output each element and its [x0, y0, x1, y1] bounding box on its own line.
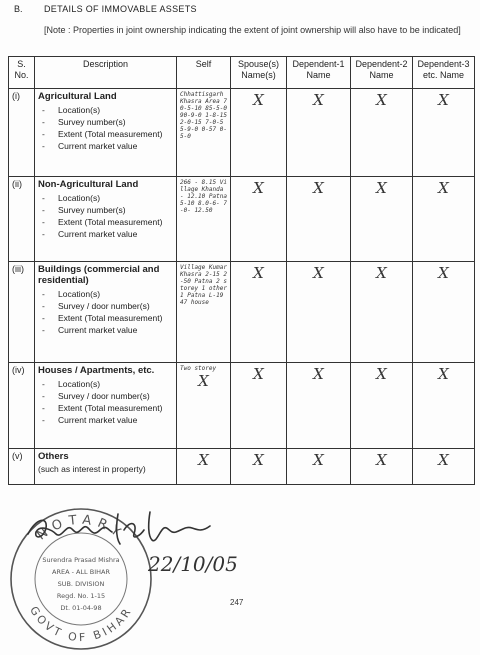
cross-mark: X: [253, 264, 264, 282]
cross-mark: X: [198, 372, 209, 390]
dep2-cell: [351, 449, 413, 485]
page-number: 247: [230, 598, 244, 607]
cross-mark: X: [313, 179, 324, 197]
self-cell: [177, 449, 231, 485]
stamp-line: AREA - ALL BIHAR: [52, 568, 110, 576]
immovable-assets-table: [8, 56, 475, 485]
list-item: - Survey / door number(s): [42, 301, 150, 311]
cross-mark: X: [253, 451, 264, 469]
stamp-line: Regd. No. 1-15: [56, 592, 106, 600]
dep1-cell: [287, 177, 351, 262]
list-item: - Extent (Total measurement): [42, 217, 163, 227]
cross-mark: X: [376, 365, 387, 383]
cross-mark: X: [438, 365, 449, 383]
row-sno: (v): [9, 449, 35, 485]
list-item: - Extent (Total measurement): [42, 129, 163, 139]
list-item: - Survey number(s): [42, 205, 126, 215]
row-sno: (i): [9, 89, 35, 177]
dep3-cell: [413, 262, 475, 363]
handwritten-entry: Village Kumar Khasra 2-15 2-50 Patna 2 storey 1 other 1 Patna L-19 47 house: [180, 264, 231, 306]
handwritten-signature: [22, 500, 232, 560]
row-description: [35, 89, 177, 177]
row-category: Non-Agricultural Land: [38, 179, 139, 190]
spouse-cell: [231, 262, 287, 363]
header-row: [9, 57, 475, 89]
cross-mark: X: [313, 91, 324, 109]
stamp-line: Dt. 01-04-98: [60, 604, 102, 612]
list-item: - Location(s): [42, 289, 101, 299]
row-description: [35, 262, 177, 363]
dep3-cell: [413, 449, 475, 485]
dep3-cell: [413, 363, 475, 449]
stamp-line: Surendra Prasad Mishra: [42, 556, 120, 564]
list-item: - Current market value: [42, 325, 138, 335]
dep2-cell: [351, 89, 413, 177]
section-letter: B.: [14, 4, 23, 14]
list-item: - Survey / door number(s): [42, 391, 150, 401]
cross-mark: X: [198, 451, 209, 469]
row-category: Agricultural Land: [38, 91, 117, 102]
cross-mark: X: [376, 179, 387, 197]
row-category: Houses / Apartments, etc.: [38, 365, 155, 376]
col-header-dependent-3: Dependent-3 etc. Name: [413, 57, 475, 89]
col-header-spouse: Spouse(s) Name(s): [231, 57, 287, 89]
row-sno: (iv): [9, 363, 35, 449]
dep1-cell: [287, 262, 351, 363]
handwritten-entry: Chhattisgarh Khasra Area 70-5-10 85-5-0 90-9-0 1-8-15 2-0-15 7-0-5 5-9-0 0-57 0-5-0: [180, 91, 231, 140]
cross-mark: X: [253, 179, 264, 197]
cross-mark: X: [438, 179, 449, 197]
list-item: - Location(s): [42, 379, 101, 389]
dep3-cell: [413, 89, 475, 177]
handwritten-entry: 266 - 8.15 Village Khanda - 12.10 Patna 5-10 8.0-6- 7-0- 12.50: [180, 179, 231, 214]
stamp-bottom-text: GOVT OF BIHAR: [27, 604, 135, 645]
row-sno: (iii): [9, 262, 35, 363]
signature-date: 22/10/05: [148, 552, 238, 576]
row-category-note: (such as interest in property): [38, 464, 146, 474]
list-item: - Survey number(s): [42, 117, 126, 127]
stamp-top-text: NOTARY: [34, 512, 128, 544]
cross-mark: X: [313, 451, 324, 469]
col-header-description: Description: [35, 57, 177, 89]
col-header-self: Self: [177, 57, 231, 89]
row-sno: (ii): [9, 177, 35, 262]
cross-mark: X: [253, 91, 264, 109]
cross-mark: X: [438, 91, 449, 109]
list-item: - Extent (Total measurement): [42, 313, 163, 323]
dep3-cell: [413, 177, 475, 262]
dep1-cell: [287, 449, 351, 485]
spouse-cell: [231, 449, 287, 485]
row-category: Others: [38, 451, 69, 462]
dep2-cell: [351, 177, 413, 262]
dep2-cell: [351, 262, 413, 363]
spouse-cell: [231, 363, 287, 449]
list-item: - Current market value: [42, 229, 138, 239]
cross-mark: X: [253, 365, 264, 383]
self-cell: [177, 363, 231, 449]
section-note: [Note : Properties in joint ownership indicating the extent of joint ownership will also have to be indicated]: [44, 25, 461, 35]
self-cell: [177, 177, 231, 262]
list-item: - Current market value: [42, 141, 138, 151]
table-row: [9, 262, 475, 363]
spouse-cell: [231, 177, 287, 262]
table-row: [9, 449, 475, 485]
list-item: - Extent (Total measurement): [42, 403, 163, 413]
row-category: Buildings (commercial and residential): [38, 264, 160, 286]
list-item: - Current market value: [42, 415, 138, 425]
table-row: [9, 363, 475, 449]
col-header-sno: S. No.: [9, 57, 35, 89]
col-header-dependent-1: Dependent-1 Name: [287, 57, 351, 89]
cross-mark: X: [313, 264, 324, 282]
row-description: [35, 363, 177, 449]
dep1-cell: [287, 89, 351, 177]
cross-mark: X: [313, 365, 324, 383]
self-cell: [177, 262, 231, 363]
list-item: - Location(s): [42, 193, 101, 203]
self-cell: [177, 89, 231, 177]
handwritten-entry: Two storey: [180, 365, 217, 372]
list-item: - Location(s): [42, 105, 101, 115]
spouse-cell: [231, 89, 287, 177]
section-title: DETAILS OF IMMOVABLE ASSETS: [44, 4, 197, 14]
col-header-dependent-2: Dependent-2 Name: [351, 57, 413, 89]
cross-mark: X: [376, 451, 387, 469]
cross-mark: X: [438, 451, 449, 469]
dep2-cell: [351, 363, 413, 449]
cross-mark: X: [376, 264, 387, 282]
stamp-line: SUB. DIVISION: [57, 580, 105, 588]
table-row: [9, 89, 475, 177]
row-description: [35, 449, 177, 485]
dep1-cell: [287, 363, 351, 449]
cross-mark: X: [376, 91, 387, 109]
row-description: [35, 177, 177, 262]
table-row: [9, 177, 475, 262]
cross-mark: X: [438, 264, 449, 282]
